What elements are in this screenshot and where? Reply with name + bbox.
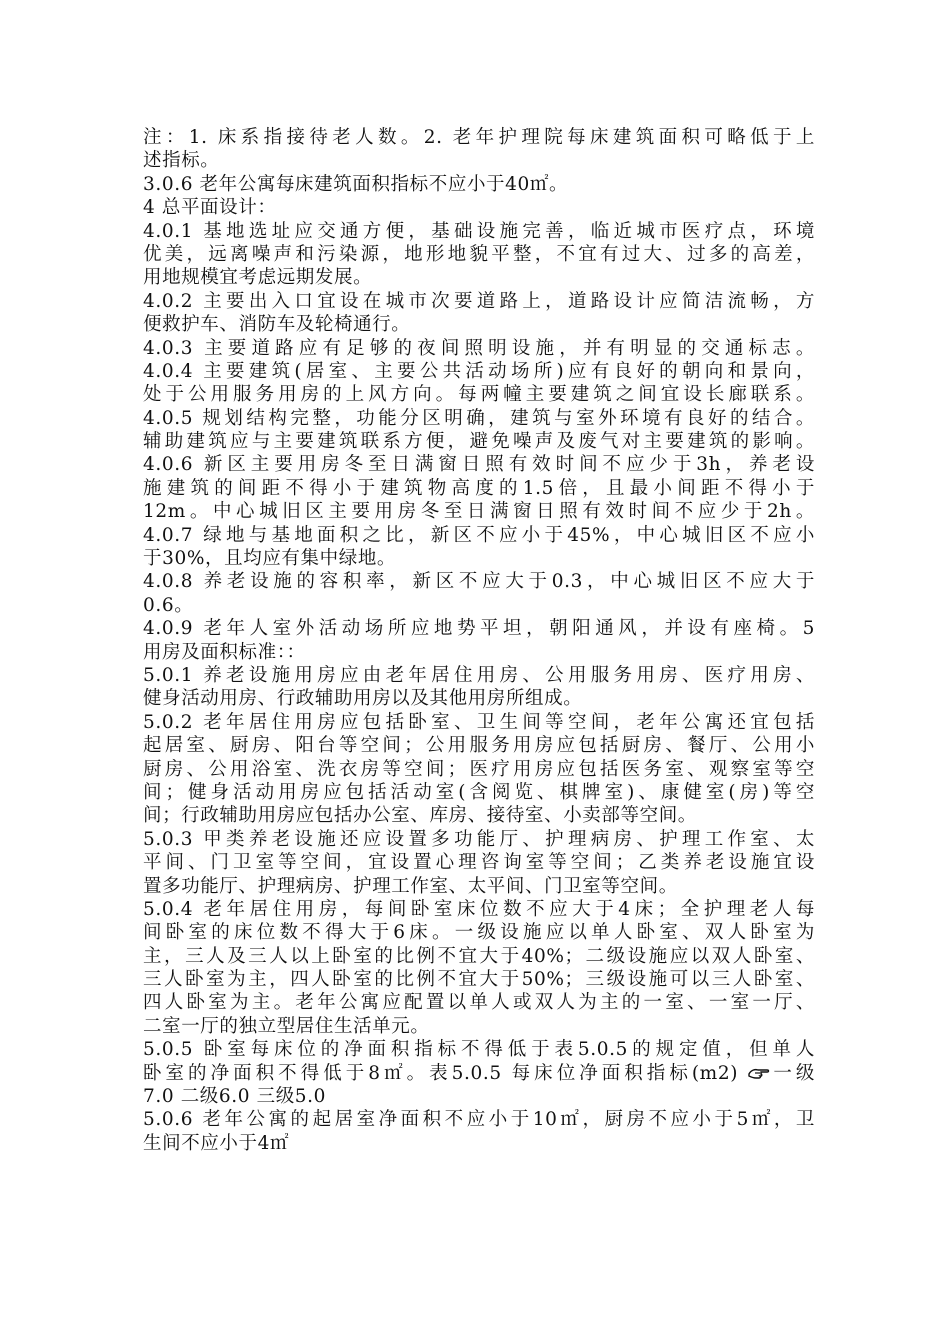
text-line-35: 间卧室的床位数不得大于6床。一级设施应以单人卧室、双人卧室为 (143, 922, 815, 944)
text-line-34: 5.0.4 老年居住用房，每间卧室床位数不应大于4床；全护理老人每 (143, 898, 815, 920)
text-line-17: 12m。中心城旧区主要用房冬至日满窗日照有效时间不应少于2h。 (143, 501, 815, 523)
document-page (143, 126, 815, 1155)
text-line-27: 起居室、厨房、阳台等空间；公用服务用房应包括厨房、餐厅、公用小 (143, 735, 815, 757)
text-line-40: 5.0.5 卧室每床位的净面积指标不得低于表5.0.5的规定值，但单人 (143, 1039, 815, 1061)
text-line-2: 述指标。 (143, 150, 220, 172)
text-line-21: 0.6。 (143, 594, 194, 616)
text-line-11: 4.0.4 主要建筑(居室、主要公共活动场所)应有良好的朝向和景向， (143, 360, 815, 382)
text-line-16: 施建筑的间距不得小于建筑物高度的1.5倍，且最小间距不得小于 (143, 477, 815, 499)
text-line-29: 间；健身活动用房应包括活动室(含阅览、棋牌室)、康健室(房)等空 (143, 781, 815, 803)
text-line-41 (143, 1062, 815, 1085)
text-line-43: 5.0.6 老年公寓的起居室净面积不应小于10㎡，厨房不应小于5㎡，卫 (143, 1109, 815, 1131)
text-line-8: 4.0.2 主要出入口宜设在城市次要道路上，道路设计应简洁流畅，方 (143, 290, 815, 312)
text-line-22: 4.0.9 老年人室外活动场所应地势平坦，朝阳通风，并设有座椅。5 (143, 618, 815, 640)
text-line-33: 置多功能厅、护理病房、护理工作室、太平间、门卫室等空间。 (143, 875, 678, 897)
text-line-38: 四人卧室为主。老年公寓应配置以单人或双人为主的一室、一室一厅、 (143, 992, 815, 1014)
text-line-37: 三人卧室为主，四人卧室的比例不宜大于50%；三级设施可以三人卧室、 (143, 969, 815, 991)
text-line-42: 7.0 二级6.0 三级5.0 (143, 1086, 327, 1108)
text-line-31: 5.0.3 甲类养老设施还应设置多功能厅、护理病房、护理工作室、太 (143, 828, 815, 850)
text-line-15: 4.0.6 新区主要用房冬至日满窗日照有效时间不应少于3h，养老设 (143, 454, 815, 476)
text-line-41-main: 卧室的净面积不得低于8㎡。表5.0.5 每床位净面积指标(m2) (143, 1062, 739, 1084)
text-line-7: 用地规模宜考虑远期发展。 (143, 267, 373, 289)
text-line-30: 间；行政辅助用房应包括办公室、库房、接待室、小卖部等空间。 (143, 805, 697, 827)
text-line-41-tail: 一级 (769, 1062, 815, 1084)
text-line-14: 辅助建筑应与主要建筑联系方便，避免噪声及废气对主要建筑的影响。 (143, 431, 815, 453)
text-line-6: 优美，远离噪声和污染源，地形地貌平整，不宜有过大、过多的高差， (143, 243, 815, 265)
text-line-39: 二室一厅的独立型居住生活单元。 (143, 1015, 430, 1037)
text-line-23: 用房及面积标准：： (143, 641, 306, 663)
section-heading-4: 4 总平面设计： (143, 197, 277, 219)
text-line-26: 5.0.2 老年居住用房应包括卧室、卫生间等空间，老年公寓还宜包括 (143, 711, 815, 733)
text-line-12: 处于公用服务用房的上风方向。每两幢主要建筑之间宜设长廊联系。 (143, 384, 815, 406)
text-line-10: 4.0.3 主要道路应有足够的夜间照明设施，并有明显的交通标志。 (143, 337, 815, 359)
text-line-44: 生间不应小于4㎡ (143, 1132, 290, 1154)
text-line-13: 4.0.5 规划结构完整，功能分区明确，建筑与室外环境有良好的结合。 (143, 407, 815, 429)
text-line-3: 3.0.6 老年公寓每床建筑面积指标不应小于40㎡。 (143, 173, 569, 195)
text-line-5: 4.0.1 基地选址应交通方便，基础设施完善，临近城市医疗点，环境 (143, 220, 815, 242)
text-line-28: 厨房、公用浴室、洗衣房等空间；医疗用房应包括医务室、观察室等空 (143, 758, 815, 780)
text-line-1: 注：1. 床系指接待老人数。2. 老年护理院每床建筑面积可略低于上 (143, 127, 815, 148)
text-line-25: 健身活动用房、行政辅助用房以及其他用房所组成。 (143, 688, 583, 710)
text-line-36: 主，三人及三人以上卧室的比例不宜大于40%；二级设施应以双人卧室、 (143, 945, 815, 967)
text-line-18: 4.0.7 绿地与基地面积之比，新区不应小于45%，中心城旧区不应小 (143, 524, 815, 546)
text-line-24: 5.0.1 养老设施用房应由老年居住用房、公用服务用房、医疗用房、 (143, 664, 815, 686)
text-line-9: 便救护车、消防车及轮椅通行。 (143, 314, 411, 336)
text-line-32: 平间、门卫室等空间，宜设置心理咨询室等空间；乙类养老设施宜设 (143, 852, 815, 874)
text-line-20: 4.0.8 养老设施的容积率，新区不应大于0.3，中心城旧区不应大于 (143, 571, 815, 593)
pointing-hand-icon (748, 1063, 770, 1077)
text-line-19: 于30%，且均应有集中绿地。 (143, 548, 397, 570)
